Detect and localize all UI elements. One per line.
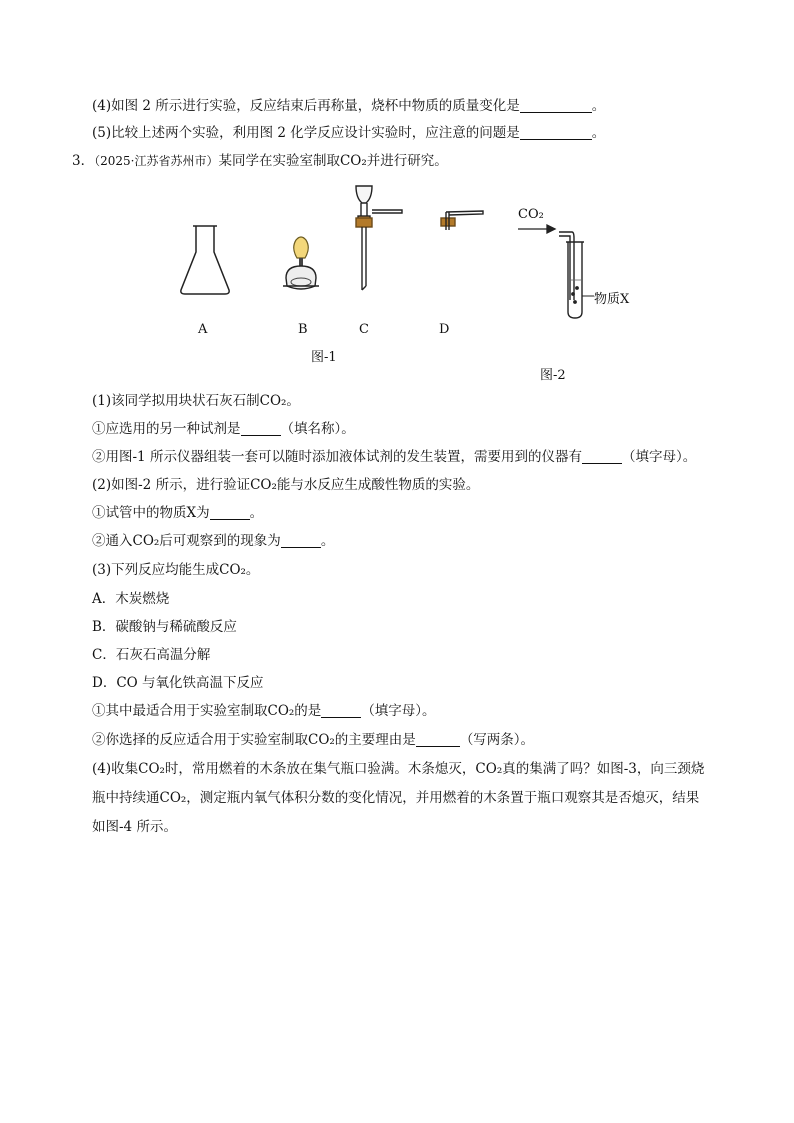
- part1-q1: [92, 420, 355, 438]
- fig1-label-c: C: [359, 322, 369, 337]
- fig1-label-d: D: [439, 322, 450, 337]
- part1-q1-hint: （填名称）。: [280, 421, 355, 437]
- stopper-tube-icon: [441, 211, 483, 230]
- co2-arrow-icon: [518, 225, 555, 233]
- question-4-text: (4)如图 2 所示进行实验，反应结束后再称量，烧杯中物质的质量变化是: [92, 98, 520, 114]
- punctuation: 。: [591, 125, 606, 141]
- question-stem: 某同学在实验室制取CO₂并进行研究。: [218, 153, 448, 169]
- answer-blank[interactable]: [281, 533, 321, 548]
- part3-q2: [92, 731, 534, 749]
- fig1-label-b: B: [298, 322, 308, 337]
- test-tube-icon: [559, 232, 594, 318]
- fig2-gas-label: CO₂: [518, 207, 544, 222]
- fig1-label-a: A: [198, 322, 208, 337]
- question-source: （2025·江苏省苏州市）: [94, 154, 219, 168]
- apparatus-figures: [0, 0, 794, 400]
- part2-title: (2)如图-2 所示，进行验证CO₂能与水反应生成酸性物质的实验。: [92, 477, 480, 493]
- part3-q1: [92, 702, 436, 720]
- option-a: A．木炭燃烧: [92, 591, 170, 607]
- separatory-funnel-icon: [356, 186, 402, 290]
- part1-q2-hint: （填字母）。: [621, 449, 697, 465]
- answer-blank[interactable]: [210, 505, 250, 520]
- part3-q2-text: ②你选择的反应适合用于实验室制取CO₂的主要理由是: [92, 732, 416, 748]
- part1-q1-text: ①应选用的另一种试剂是: [92, 421, 241, 437]
- option-b: B．碳酸钠与稀硫酸反应: [92, 619, 237, 635]
- question-number: 3．: [72, 153, 95, 169]
- answer-blank[interactable]: [582, 449, 622, 464]
- part2-q1-text: ①试管中的物质X为: [92, 505, 210, 521]
- alcohol-lamp-icon: [283, 237, 319, 289]
- part4-line2: 瓶中持续通CO₂，测定瓶内氧气体积分数的变化情况，并用燃着的木条置于瓶口观察其是否熄灭，结果: [92, 790, 700, 806]
- part1-q2-text: ②用图-1 所示仪器组装一套可以随时添加液体试剂的发生装置，需要用到的仪器有: [92, 449, 582, 465]
- punctuation: 。: [591, 98, 606, 114]
- punctuation: 。: [249, 505, 264, 521]
- part2-q2-text: ②通入CO₂后可观察到的现象为: [92, 533, 281, 549]
- part4-line1: (4)收集CO₂时，常用燃着的木条放在集气瓶口验满。木条熄灭，CO₂真的集满了吗？如图-3，向三颈烧: [92, 761, 705, 777]
- part2-q2: [92, 532, 334, 550]
- part3-q2-hint: （写两条）。: [459, 732, 535, 748]
- option-c: C．石灰石高温分解: [92, 647, 211, 663]
- fig1-caption: 图-1: [311, 350, 337, 365]
- part1-title: (1)该同学拟用块状石灰石制CO₂。: [92, 393, 300, 409]
- part4-line3: 如图-4 所示。: [92, 819, 177, 835]
- fig2-caption: 图-2: [540, 368, 566, 383]
- answer-blank[interactable]: [321, 703, 361, 718]
- part3-title: (3)下列反应均能生成CO₂。: [92, 562, 260, 578]
- question-5-text: (5)比较上述两个实验，利用图 2 化学反应设计实验时，应注意的问题是: [92, 125, 520, 141]
- part3-q1-hint: （填字母）。: [361, 703, 436, 719]
- answer-blank[interactable]: [416, 732, 460, 747]
- part1-q2: [92, 448, 696, 466]
- conical-flask-icon: [181, 226, 229, 294]
- part3-q1-text: ①其中最适合用于实验室制取CO₂的是: [92, 703, 322, 719]
- option-d: D．CO 与氧化铁高温下反应: [92, 675, 264, 691]
- fig2-substance-label: 物质X: [594, 292, 630, 307]
- punctuation: 。: [320, 533, 335, 549]
- part2-q1: [92, 504, 263, 522]
- answer-blank[interactable]: [241, 421, 281, 436]
